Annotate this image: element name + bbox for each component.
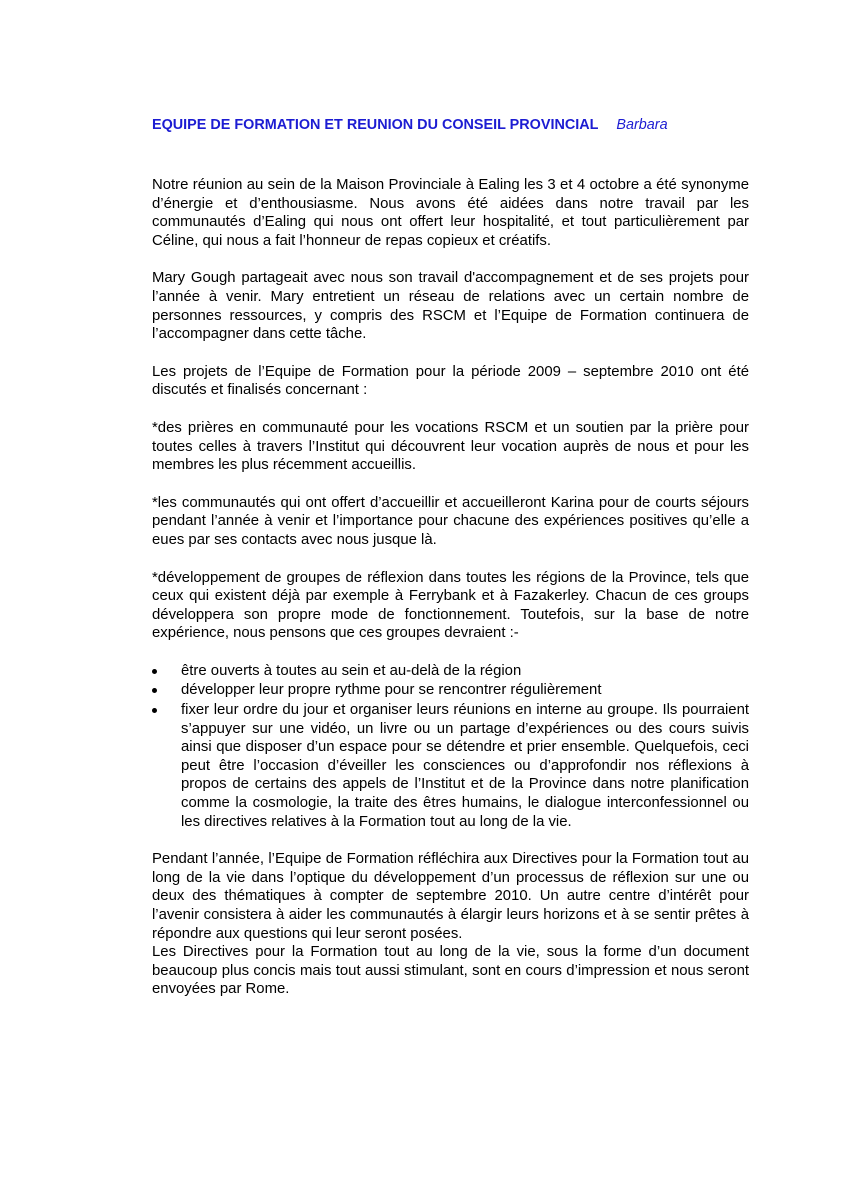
document-heading (152, 116, 749, 134)
paragraph-directives: Les Directives pour la Formation tout au long de la vie, sous la forme d’un document beaucoup plus concis mais tout aussi stimulant, sont en cours d’impression et nous seront envoyées par Rome. (152, 944, 749, 998)
document-page (152, 116, 749, 1018)
paragraph-prayers: *des prières en communauté pour les vocations RSCM et un soutien par la prière pour toutes celles à travers l’Institut qui découvrent leur vocation auprès de nous et pour les membres les plus récemment accueillis. (152, 419, 749, 474)
bullet-list (152, 662, 749, 831)
list-item-text: être ouverts à toutes au sein et au-delà de la région (181, 662, 522, 679)
bullet-icon (152, 688, 157, 693)
paragraph-intro: Notre réunion au sein de la Maison Provinciale à Ealing les 3 et 4 octobre a été synonyme d’énergie et d’enthousiasme. Nous avons été aidées dans notre travail par les communautés d’Ealing qui nous ont offert leur hospitalité, et tout particulièrement par Céline, qui nous a fait l’honneur de repas copieux et créatifs. (152, 177, 749, 249)
paragraph-closing: Pendant l’année, l’Equipe de Formation réfléchira aux Directives pour la Formation tout au long de la vie dans l’optique du développement d’un processus de réflexion sur une ou deux des thématiques à compter de septembre 2010. Un autre centre d’intérêt pour l’avenir consistera à aider les communautés à élargir leurs horizons et à se sentir prêtes à répondre aux questions qui leur seront posées. (152, 851, 749, 942)
document-author: Barbara (616, 117, 668, 133)
bullet-icon (152, 708, 157, 713)
list-item (152, 662, 749, 681)
paragraph-projects: Les projets de l’Equipe de Formation pour la période 2009 – septembre 2010 ont été discutés et finalisés concernant : (152, 363, 749, 399)
list-item (152, 701, 749, 831)
document-title: EQUIPE DE FORMATION ET REUNION DU CONSEIL PROVINCIAL (152, 117, 599, 133)
paragraph-reflection-groups: *développement de groupes de réflexion dans toutes les régions de la Province, tels que ceux qui existent déjà par exemple à Ferrybank et à Fazakerley. Chacun de ces groups développera son propre mode de fonctionnement. Toutefois, sur la base de notre expérience, nous pensons que ces groupes devraient :- (152, 569, 749, 642)
paragraph-mary-gough: Mary Gough partageait avec nous son travail d'accompagnement et de ses projets pour l’année à venir. Mary entretient un réseau de relations avec un certain nombre de personnes ressources, y compris des RSCM et l’Equipe de Formation continuera de l’accompagner dans cette tâche. (152, 270, 749, 343)
bullet-icon (152, 669, 157, 674)
list-item-text: développer leur propre rythme pour se rencontrer régulièrement (181, 682, 602, 699)
paragraph-karina: *les communautés qui ont offert d’accueillir et accueilleront Karina pour de courts séjours pendant l’année à venir et l’importance pour chacune des expériences positives qu’elle a eues par ses contacts avec nous jusque là. (152, 494, 749, 548)
list-item-text: fixer leur ordre du jour et organiser leurs réunions en interne au groupe. Ils pourraient s’appuyer sur une vidéo, un livre ou un partage d’expériences ou des cours suivis ainsi que disposer d’un espace pour se détendre et prier ensemble. Quelquefois, ceci peut être l’occasion d’éveiller les consciences ou d’approfondir nos réflexions à propos de certains des appels de l’Institut et de la Province dans notre planification comme la cosmologie, la traite des êtres humains, le dialogue interconfessionnel ou les directives relatives à la Formation tout au long de la vie. (181, 702, 749, 830)
list-item (152, 681, 749, 700)
